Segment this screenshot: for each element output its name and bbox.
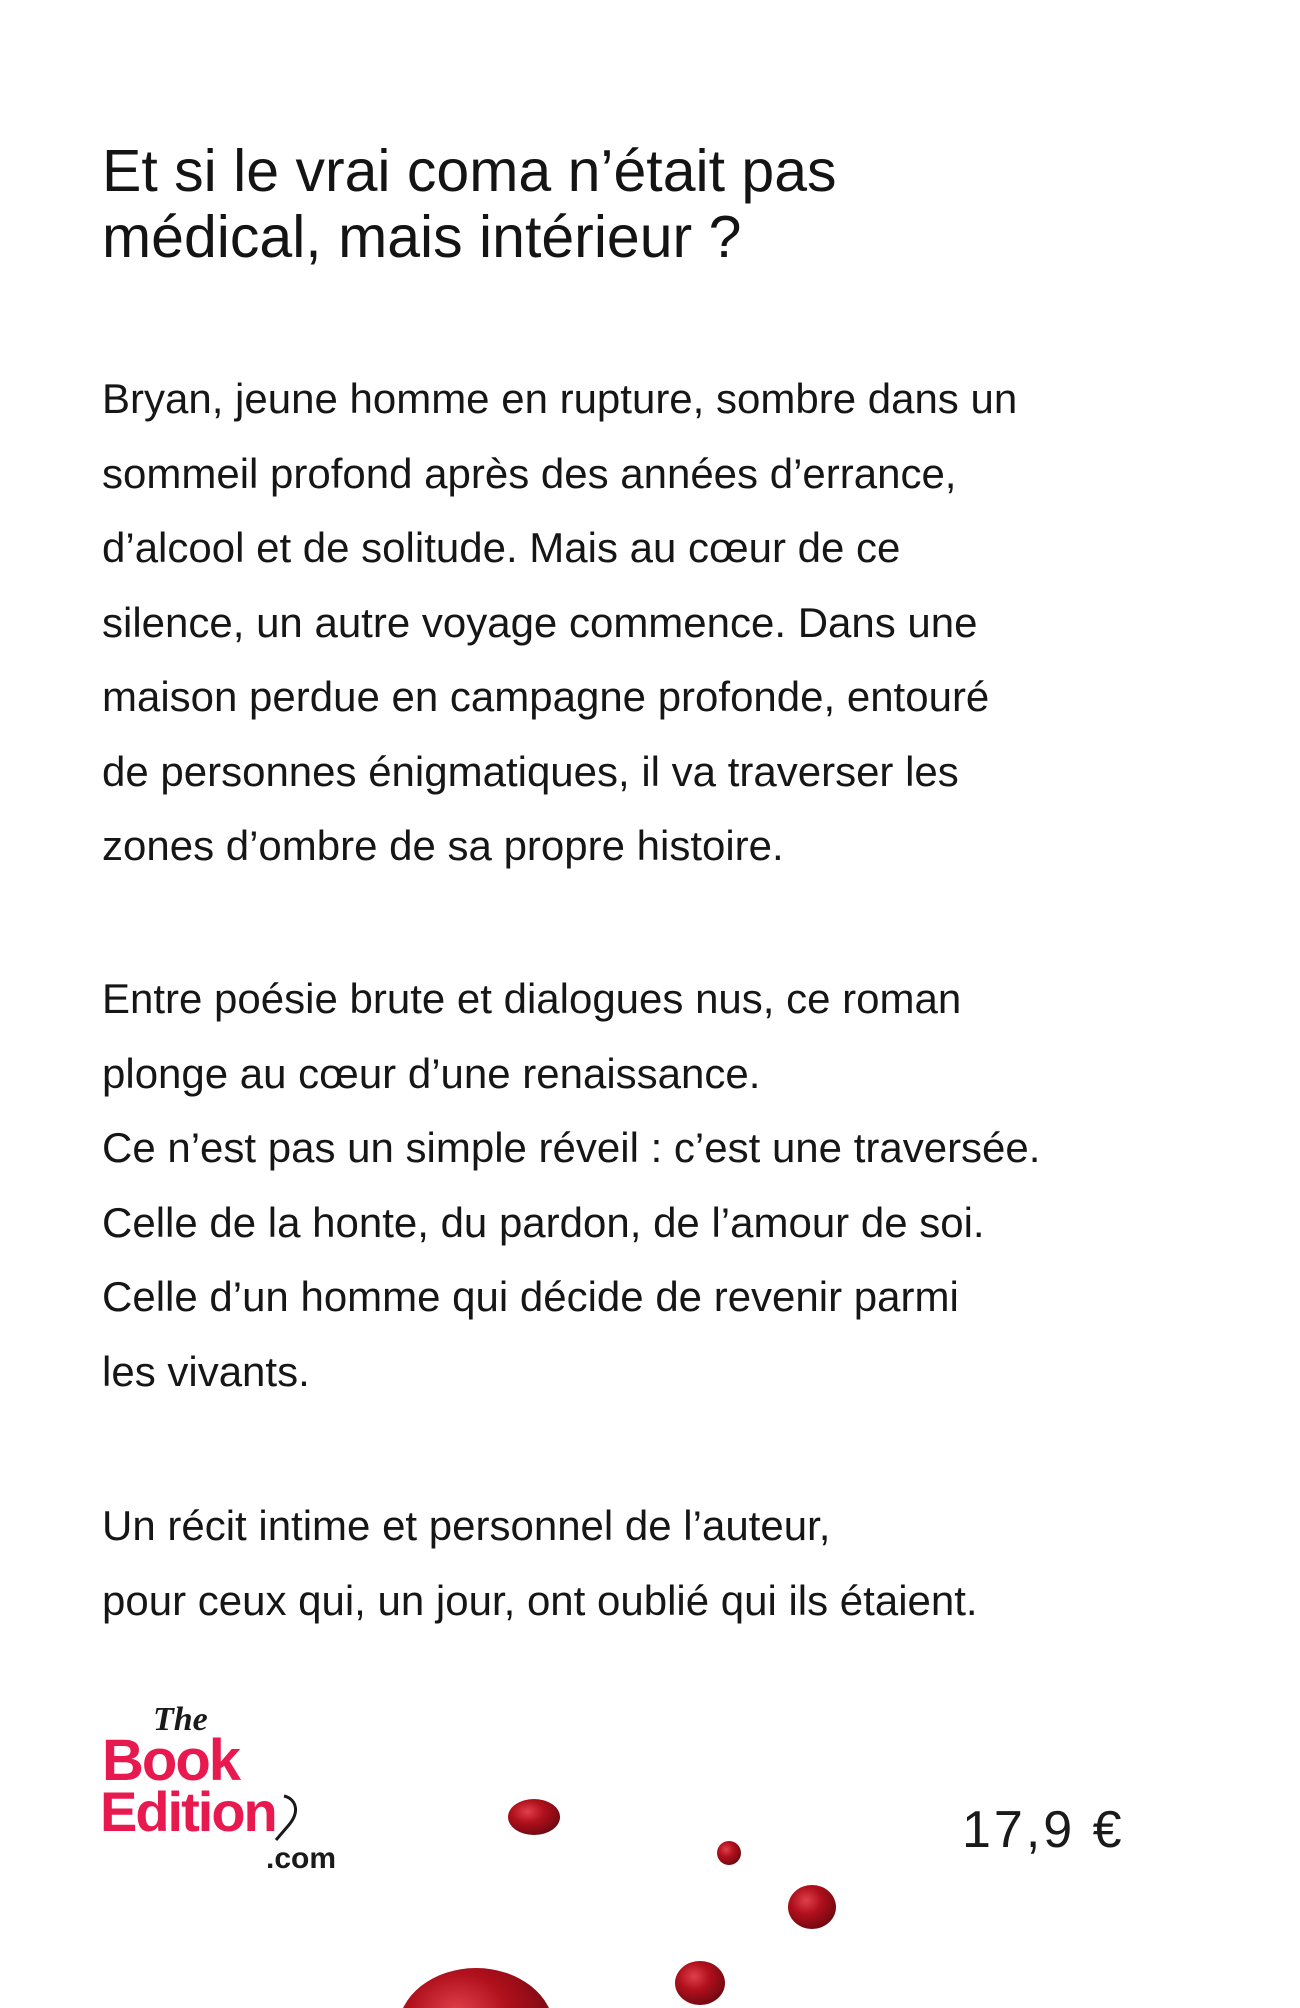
logo-the-text: The <box>153 1701 208 1738</box>
text-line: maison perdue en campagne profonde, entouré <box>102 673 990 720</box>
logo-domain-text: .com <box>266 1842 337 1875</box>
blood-drop <box>398 1968 554 2008</box>
blood-drop <box>508 1799 560 1835</box>
logo-edition-text: Edition <box>100 1780 276 1843</box>
text-line: Celle de la honte, du pardon, de l’amour de soi. <box>102 1198 985 1246</box>
text-line: Bryan, jeune homme en rupture, sombre dans un <box>102 375 1018 422</box>
text-line: d’alcool et de solitude. Mais au cœur de ce <box>102 524 901 571</box>
headline-line: Et si le vrai coma n’était pas <box>102 138 837 204</box>
blood-drop <box>675 1961 725 2005</box>
text-line: Celle d’un homme qui décide de revenir parmi <box>102 1273 959 1320</box>
blood-drop <box>717 1841 741 1865</box>
text-line: plonge au cœur d’une renaissance. <box>102 1049 761 1097</box>
text-line: Entre poésie brute et dialogues nus, ce roman <box>102 975 962 1022</box>
blood-drop <box>788 1885 836 1929</box>
text-line: Un récit intime et personnel de l’auteur, <box>102 1502 831 1549</box>
headline <box>102 138 1202 270</box>
text-line: sommeil profond après des années d’errance, <box>102 449 957 497</box>
logo-book-text: Book <box>102 1728 239 1793</box>
synopsis-paragraph <box>102 362 1202 884</box>
closing-paragraph <box>102 1489 1202 1638</box>
price: 17,9 € <box>962 1801 1125 1859</box>
text-line: les vivants. <box>102 1347 310 1395</box>
quill-icon <box>276 1796 296 1840</box>
text-line: zones d’ombre de sa propre histoire. <box>102 822 784 869</box>
text-line: Ce n’est pas un simple réveil : c’est une traversée. <box>102 1124 1041 1171</box>
text-line: silence, un autre voyage commence. Dans une <box>102 598 978 646</box>
theme-paragraph <box>102 962 1202 1409</box>
headline-line: médical, mais intérieur ? <box>102 204 742 270</box>
text-line: pour ceux qui, un jour, ont oublié qui ils étaient. <box>102 1576 978 1624</box>
thebookedition-logo <box>98 1698 358 1878</box>
text-line: de personnes énigmatiques, il va traverser les <box>102 747 959 795</box>
